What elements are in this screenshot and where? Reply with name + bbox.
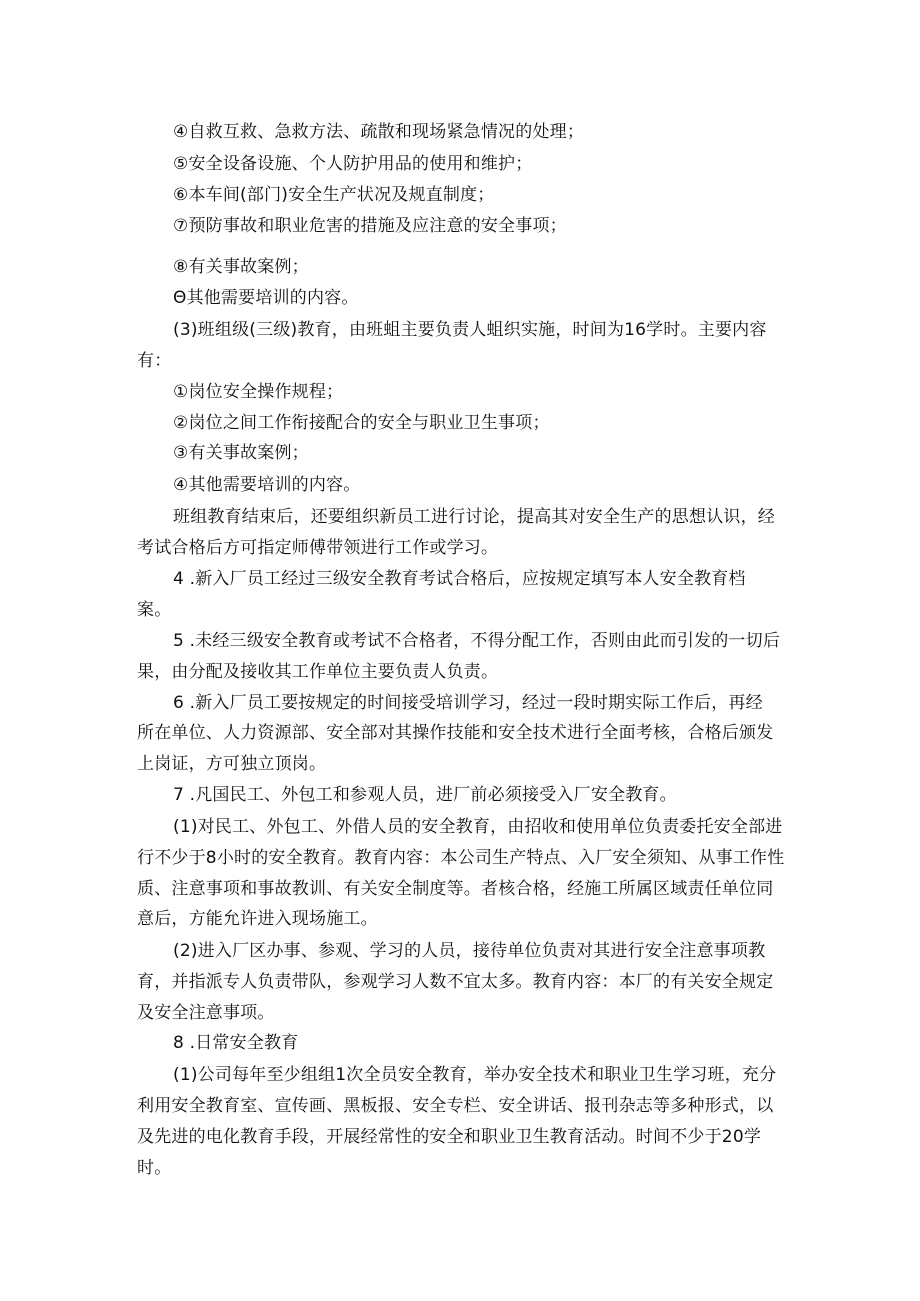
text-line: 8 .日常安全教育 xyxy=(173,1033,299,1053)
text-line: ⑦预防事故和职业危害的措施及应注意的安全事项； xyxy=(173,216,567,236)
text-line: ④其他需要培训的内容。 xyxy=(173,475,361,495)
text-line: 上岗证，方可独立顶岗。 xyxy=(137,754,327,774)
text-line: 利用安全教育室、宣传画、黑板报、安全专栏、安全讲话、报刊杂志等多种形式，以 xyxy=(137,1096,774,1116)
text-line: ①岗位安全操作规程； xyxy=(173,382,344,402)
text-line: 意后，方能允许进入现场施工。 xyxy=(137,909,378,929)
text-line: (3)班组级(三级)教育，由班蛆主要负责人蛆织实施，时间为16学时。主要内容 xyxy=(173,320,767,340)
text-line: 7 .凡国民工、外包工和参观人员，进厂前必须接受入厂安全教育。 xyxy=(173,785,677,805)
text-line: (1)公司每年至少组组1次全员安全教育，举办安全技术和职业卫生学习班，充分 xyxy=(173,1065,777,1085)
text-line: ⑤安全设备设施、个人防护用品的使用和维护； xyxy=(173,154,533,174)
text-line: ⑥本车间(部门)安全生产状况及规直制度； xyxy=(173,185,495,205)
text-line: 有： xyxy=(137,351,172,371)
text-line: ⑧有关事故案例； xyxy=(173,257,309,277)
text-line: 及先进的电化教育手段，开展经常性的安全和职业卫生教育活动。时间不少于20学 xyxy=(137,1127,762,1147)
text-line: (2)进入厂区办事、参观、学习的人员，接待单位负责对其进行安全注意事项教 xyxy=(173,941,766,961)
text-line: 时。 xyxy=(137,1158,172,1178)
text-line: 果，由分配及接收其工作单位主要负责人负责。 xyxy=(137,662,499,682)
text-line: 及安全注意事项。 xyxy=(137,1003,275,1023)
text-line: 考试合格后方可指定师傅带领进行工作或学习。 xyxy=(137,538,499,558)
text-line: ③有关事故案例； xyxy=(173,443,309,463)
text-line: 5 .未经三级安全教育或考试不合格者，不得分配工作，否则由此而引发的一切后 xyxy=(173,631,781,651)
text-line: 育，并指派专人负责带队，参观学习人数不宜太多。教育内容：本厂的有关安全规定 xyxy=(137,972,774,992)
text-line: 行不少于8小时的安全教育。教育内容：本公司生产特点、入厂安全须知、从事工作性 xyxy=(137,848,785,868)
text-line: 所在单位、人力资源部、安全部对其操作技能和安全技术进行全面考核，合格后颁发 xyxy=(137,723,774,743)
text-line: 4 .新入厂员工经过三级安全教育考试合格后，应按规定填写本人安全教育档 xyxy=(173,569,746,589)
text-line: (1)对民工、外包工、外借人员的安全教育，由招收和使用单位负责委托安全部进 xyxy=(173,817,783,837)
text-line: Θ其他需要培训的内容。 xyxy=(173,288,359,308)
text-line: ④自救互救、急救方法、疏散和现场紧急情况的处理； xyxy=(173,122,585,142)
text-line: ②岗位之间工作衔接配合的安全与职业卫生事项； xyxy=(173,413,550,433)
text-line: 质、注意事项和事故教训、有关安全制度等。者核合格，经施工所属区域责任单位同 xyxy=(137,879,774,899)
text-line: 班组教育结束后，还要组织新员工进行讨论，提高其对安全生产的思想认识，经 xyxy=(173,507,775,527)
text-line: 6 .新入厂员工要按规定的时间接受培训学习，经过一段时期实际工作后，再经 xyxy=(173,693,763,713)
text-line: 案。 xyxy=(137,600,172,620)
